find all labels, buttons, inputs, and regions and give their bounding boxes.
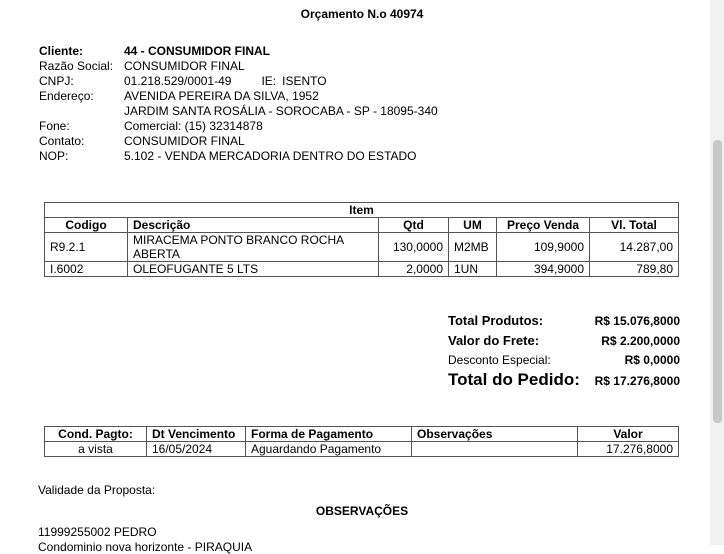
desconto-label: Desconto Especial: (448, 353, 551, 367)
header-qtd: Qtd (379, 218, 449, 233)
endereco-row-2 (39, 104, 438, 119)
vertical-scrollbar[interactable] (710, 0, 724, 545)
cell-codigo: I.6002 (45, 262, 128, 277)
razao-value: CONSUMIDOR FINAL (124, 59, 245, 73)
header-forma-pagamento: Forma de Pagamento (246, 427, 412, 442)
cliente-label: Cliente: (39, 44, 84, 58)
nop-label: NOP: (39, 149, 69, 163)
cell-qtd: 130,0000 (379, 233, 449, 262)
contato-row (39, 134, 438, 149)
header-preco: Preço Venda (497, 218, 590, 233)
observacoes-line: 11999255002 PEDRO (38, 525, 157, 539)
payment-table (44, 426, 679, 457)
cell-qtd: 2,0000 (379, 262, 449, 277)
razao-label: Razão Social: (39, 59, 114, 73)
cell-codigo: R9.2.1 (45, 233, 128, 262)
cell-valor: 17.276,8000 (578, 442, 679, 457)
header-valor: Valor (578, 427, 679, 442)
total-pedido-value: R$ 17.276,8000 (594, 374, 680, 388)
cell-total: 14.287,00 (590, 233, 679, 262)
nop-row (39, 149, 438, 164)
total-pedido-row (448, 370, 680, 390)
items-caption: Item (45, 203, 679, 218)
cell-descricao: MIRACEMA PONTO BRANCO ROCHA ABERTA (128, 233, 379, 262)
observacoes-title: OBSERVAÇÕES (315, 504, 409, 518)
cell-cond-pagto: a vista (45, 442, 147, 457)
desconto-value: R$ 0,0000 (624, 353, 680, 367)
cnpj-row (39, 74, 438, 89)
cell-descricao: OLEOFUGANTE 5 LTS (128, 262, 379, 277)
header-descricao: Descrição (128, 218, 379, 233)
cell-um: 1UN (449, 262, 497, 277)
cnpj-value: 01.218.529/0001-49 (124, 74, 232, 88)
frete-row (448, 333, 680, 348)
scrollbar-thumb[interactable] (713, 140, 722, 423)
ie-value: ISENTO (282, 74, 327, 88)
cell-observacoes (412, 442, 578, 457)
cliente-row (39, 44, 438, 59)
cell-preco: 109,9000 (497, 233, 590, 262)
items-header-row (45, 218, 679, 233)
table-row (45, 442, 679, 457)
fone-label: Fone: (39, 119, 70, 133)
cell-preco: 394,9000 (497, 262, 590, 277)
cliente-value: 44 - CONSUMIDOR FINAL (124, 44, 271, 58)
header-observacoes: Observações (412, 427, 578, 442)
table-row (45, 233, 679, 262)
endereco-line2: JARDIM SANTA ROSÁLIA - SOROCABA - SP - 18095-340 (124, 104, 438, 118)
document-title: Orçamento N.o 40974 (300, 7, 424, 21)
header-codigo: Codigo (45, 218, 128, 233)
header-cond-pagto: Cond. Pagto: (45, 427, 147, 442)
contato-label: Contato: (39, 134, 85, 148)
total-produtos-value: R$ 15.076,8000 (594, 314, 680, 328)
payment-header-row (45, 427, 679, 442)
header-um: UM (449, 218, 497, 233)
cell-forma-pagamento: Aguardando Pagamento (246, 442, 412, 457)
endereco-label: Endereço: (39, 89, 94, 103)
cell-um: M2MB (449, 233, 497, 262)
totals-block (448, 313, 680, 390)
header-total: Vl. Total (590, 218, 679, 233)
customer-info (39, 44, 438, 164)
total-produtos-row (448, 313, 680, 328)
endereco-line1: AVENIDA PEREIRA DA SILVA, 1952 (124, 89, 319, 103)
endereco-row (39, 89, 438, 104)
cell-total: 789,80 (590, 262, 679, 277)
table-row (45, 262, 679, 277)
header-dt-vencimento: Dt Vencimento (147, 427, 246, 442)
razao-row (39, 59, 438, 74)
desconto-row (448, 353, 680, 367)
observacoes-line: Condominio nova horizonte - PIRAQUIA (38, 540, 253, 554)
validade-label: Validade da Proposta: (38, 483, 156, 497)
cell-dt-vencimento: 16/05/2024 (147, 442, 246, 457)
frete-value: R$ 2.200,0000 (601, 334, 680, 348)
contato-value: CONSUMIDOR FINAL (124, 134, 245, 148)
total-produtos-label: Total Produtos: (448, 313, 544, 328)
total-pedido-label: Total do Pedido: (448, 370, 580, 389)
ie-label: IE: (261, 74, 277, 88)
nop-value: 5.102 - VENDA MERCADORIA DENTRO DO ESTADO (124, 149, 417, 163)
items-table (44, 202, 679, 277)
frete-label: Valor do Frete: (448, 333, 540, 348)
cnpj-label: CNPJ: (39, 74, 74, 88)
fone-value: Comercial: (15) 32314878 (124, 119, 263, 133)
fone-row (39, 119, 438, 134)
